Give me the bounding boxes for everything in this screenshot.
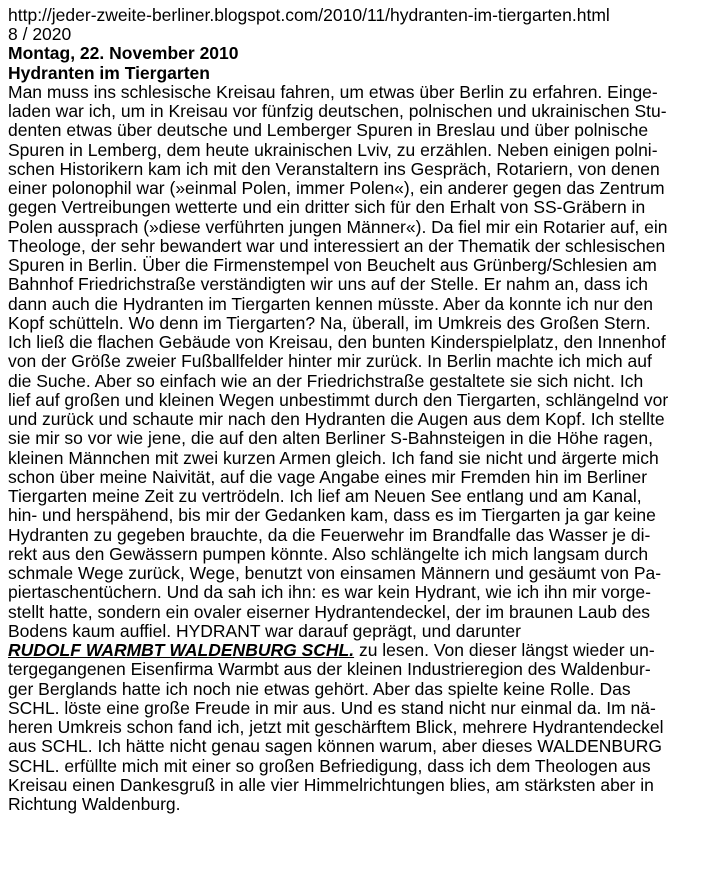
post-title: Hydranten im Tiergarten (8, 62, 210, 83)
source-url: http://jeder-zweite-berliner.blogspot.com/2010/11/hydranten-im-tiergarten.html (8, 5, 610, 25)
body-line: Bahnhof Friedrichstraße verständigten wir uns auf der Stelle. Er nahm an, dass ich (8, 274, 649, 295)
body-line: SCHL. erfüllte mich mit einer so großen Befriedigung, dass ich dem Theologen aus (8, 755, 651, 776)
body-line: Tiergarten meine Zeit zu vertrödeln. Ich lief am Neuen See entlang und am Kanal, (8, 486, 642, 507)
stamp-suffix: zu lesen. Von dieser längst wieder un- (354, 640, 655, 661)
body-line: hin- und herspähend, bis mir der Gedanken kam, dass es im Tiergarten ja gar keine (8, 505, 656, 526)
body-line: Kopf schütteln. Wo denn im Tiergarten? Na, überall, im Umkreis des Großen Stern. (8, 312, 651, 333)
body-line: aus SCHL. Ich hätte nicht genau sagen können warum, aber dieses WALDENBURG (8, 736, 662, 757)
body-line: schmale Wege zurück, Wege, benutzt von einsamen Männern und gesäumt von Pa- (8, 563, 662, 584)
body-line: laden war ich, um in Kreisau vor fünfzig deutschen, polnischen und ukrainischen Stu- (8, 101, 667, 122)
body-line: Richtung Waldenburg. (8, 794, 181, 815)
body-line: schen Historikern kam ich mit den Veranstaltern ins Gespräch, Rotariern, von denen (8, 158, 660, 179)
body-line: SCHL. löste eine große Freude in mir aus. Und es stand nicht nur einmal da. Im nä- (8, 697, 656, 718)
body-line: Hydranten zu gegeben brauchte, da die Feuerwehr im Brandfalle das Wasser je di- (8, 524, 651, 545)
body-line: sie mir so vor wie jene, die auf den alten Berliner S-Bahnsteigen in die Höhe ragen, (8, 428, 653, 449)
body-line: heren Umkreis schon fand ich, jetzt mit geschärftem Blick, mehrere Hydrantendeckel (8, 717, 664, 738)
stamp-line (8, 641, 693, 660)
body-line: Man muss ins schlesische Kreisau fahren, um etwas über Berlin zu erfahren. Einge- (8, 81, 658, 102)
body-line: piertaschentüchern. Und da sah ich ihn: es war kein Hydrant, wie ich ihn mir vorge- (8, 582, 651, 603)
article-body (8, 83, 693, 815)
page-counter: 8 / 2020 (8, 24, 72, 45)
body-line: Polen aussprach (»diese verführten jungen Männer«). Da fiel mir ein Rotarier auf, ein (8, 216, 668, 237)
body-line: denten etwas über deutsche und Lemberger Spuren in Breslau und über polnische (8, 120, 649, 141)
hydrant-inscription: RUDOLF WARMBT WALDENBURG SCHL. (8, 640, 355, 661)
body-line: Kreisau einen Dankesgruß in alle vier Himmelrichtungen blies, am stärksten aber in (8, 774, 654, 795)
body-line: schon über meine Naivität, auf die vage Angabe eines mir Fremden hin im Berliner (8, 466, 648, 487)
body-line: Bodens kaum auffiel. HYDRANT war darauf geprägt, und darunter (8, 620, 521, 641)
body-line: Spuren in Lemberg, dem heute ukrainischen Lviv, zu erzählen. Neben einigen polni- (8, 139, 658, 160)
body-line: kleinen Männchen mit zwei kurzen Armen gleich. Ich fand sie nicht und ärgerte mich (8, 447, 659, 468)
body-line: einer polonophil war (»einmal Polen, immer Polen«), ein anderer gegen das Zentrum (8, 178, 665, 199)
body-line: tergegangenen Eisenfirma Warmbt aus der kleinen Industrieregion des Waldenbur- (8, 659, 651, 680)
post-date: Montag, 22. November 2010 (8, 43, 239, 64)
body-line: von der Größe zweier Fußballfelder hinter mir zurück. In Berlin machte ich mich auf (8, 351, 652, 372)
body-line: Ich ließ die flachen Gebäude von Kreisau, den bunten Kinderspielplatz, den Innenhof (8, 332, 666, 353)
body-line: Spuren in Berlin. Über die Firmenstempel von Beuchelt aus Grünberg/Schlesien am (8, 255, 657, 276)
body-line: rekt aus den Gewässern pumpen könnte. Also schlängelte ich mich langsam durch (8, 543, 649, 564)
body-line: die Suche. Aber so einfach wie an der Friedrichstraße gestaltete sie sich nicht. Ich (8, 370, 644, 391)
body-line: dann auch die Hydranten im Tiergarten kennen müsste. Aber da konnte ich nur den (8, 293, 653, 314)
body-line: Theologe, der sehr bewandert war und interessiert an der Thematik der schlesischen (8, 235, 666, 256)
body-line: lief auf großen und kleinen Wegen unbestimmt durch den Tiergarten, schlängelnd vor (8, 389, 669, 410)
body-line: und zurück und schaute mir nach den Hydranten die Augen aus dem Kopf. Ich stellte (8, 409, 665, 430)
body-line: gegen Vertreibungen wetterte und ein dritter sich für den Erhalt von SS-Gräbern in (8, 197, 646, 218)
body-line: stellt hatte, sondern ein ovaler eiserner Hydrantendeckel, der im braunen Laub des (8, 601, 651, 622)
body-line: ger Berglands hatte ich noch nie etwas gehört. Aber das spielte keine Rolle. Das (8, 678, 631, 699)
